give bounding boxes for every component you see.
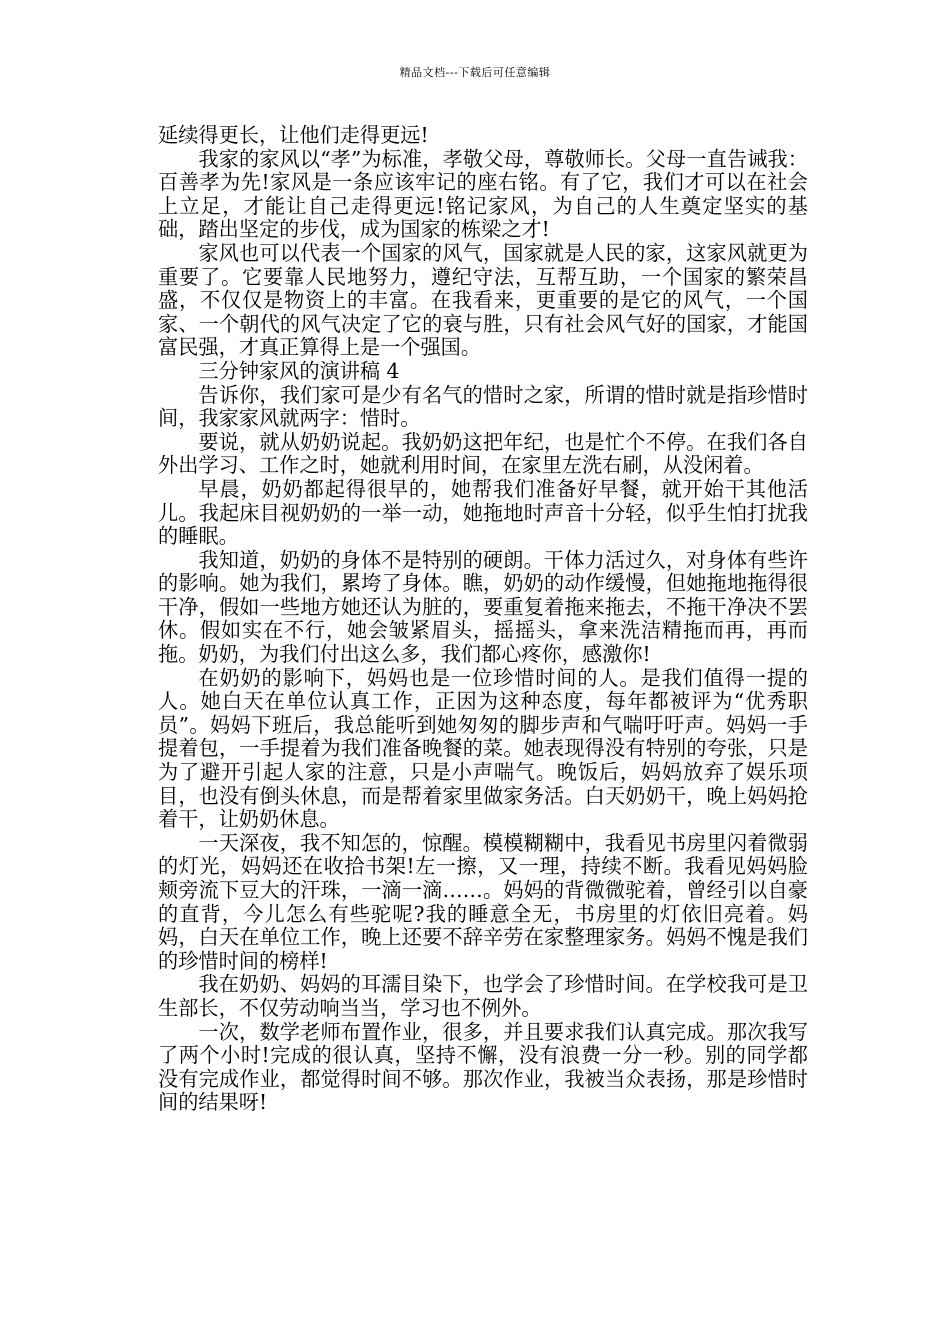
paragraph: 我知道，奶奶的身体不是特别的硬朗。干体力活过久，对身体有些许的影响。她为我们，累垮了身体。瞧，奶奶的动作缓慢，但她拖地拖得很干净，假如一些地方她还认为脏的，要重复着拖来拖去，不拖干净决不罢休。假如实在不行，她会皱紧眉头，摇摇头，拿来洗洁精拖而再，再而拖。奶奶，为我们付出这么多，我们都心疼你，感激你! xyxy=(158,547,808,667)
section-heading: 三分钟家风的演讲稿 4 xyxy=(198,358,400,383)
paragraph: 我家的家风以“孝”为标准，孝敬父母，尊敬师长。父母一直告诫我：百善孝为先!家风是一条应该牢记的座右铭。有了它，我们才可以在社会上立足，才能让自己走得更远!铭记家风，为自己的人生奠定坚实的基础，踏出坚定的步伐，成为国家的栋梁之才! xyxy=(158,146,808,242)
paragraph: 在奶奶的影响下，妈妈也是一位珍惜时间的人。是我们值得一提的人。她白天在单位认真工作，正因为这种态度，每年都被评为“优秀职员”。妈妈下班后，我总能听到她匆匆的脚步声和气喘吁吁声。妈妈一手提着包，一手提着为我们准备晚餐的菜。她表现得没有特别的夸张，只是为了避开引起人家的注意，只是小声喘气。晚饭后，妈妈放弃了娱乐项目，也没有倒头休息，而是帮着家里做家务活。白天奶奶干，晚上妈妈抢着干，让奶奶休息。 xyxy=(158,665,808,832)
paragraph: 一天深夜，我不知怎的，惊醒。模模糊糊中，我看见书房里闪着微弱的灯光，妈妈还在收拾书架!左一擦，又一理，持续不断。我看见妈妈脸颊旁流下豆大的汗珠，一滴一滴……。妈妈的背微微驼着，曾经引以自豪的直背，今儿怎么有些驼呢?我的睡意全无，书房里的灯依旧亮着。妈妈，白天在单位工作，晚上还要不辞辛劳在家整理家务。妈妈不愧是我们的珍惜时间的榜样! xyxy=(158,830,808,973)
paragraph: 告诉你，我们家可是少有名气的惜时之家，所谓的惜时就是指珍惜时间，我家家风就两字：惜时。 xyxy=(158,382,808,431)
paragraph: 要说，就从奶奶说起。我奶奶这把年纪，也是忙个不停。在我们各自外出学习、工作之时，她就利用时间，在家里左洗右刷，从没闲着。 xyxy=(158,429,808,478)
page-header: 精品文档---下载后可任意编辑 xyxy=(399,66,551,79)
paragraph: 延续得更长，让他们走得更远! xyxy=(158,123,429,147)
paragraph: 我在奶奶、妈妈的耳濡目染下，也学会了珍惜时间。在学校我可是卫生部长，不仅劳动响当当，学习也不例外。 xyxy=(158,972,808,1020)
paragraph: 早晨，奶奶都起得很早的，她帮我们准备好早餐，就开始干其他活儿。我起床目视奶奶的一举一动，她拖地时声音十分轻，似乎生怕打扰我的睡眠。 xyxy=(158,476,808,549)
paragraph: 一次，数学老师布置作业，很多，并且要求我们认真完成。那次我写了两个小时!完成的很认真，坚持不懈，没有浪费一分一秒。别的同学都没有完成作业，都觉得时间不够。那次作业，我被当众表扬，那是珍惜时间的结果呀! xyxy=(158,1019,808,1115)
paragraph: 家风也可以代表一个国家的风气，国家就是人民的家，这家风就更为重要了。它要靠人民地努力，遵纪守法，互帮互助，一个国家的繁荣昌盛，不仅仅是物资上的丰富。在我看来，更重要的是它的风气，一个国家、一个朝代的风气决定了它的衰与胜，只有社会风气好的国家，才能国富民强，才真正算得上是一个强国。 xyxy=(158,240,808,360)
document-body xyxy=(158,124,808,1115)
